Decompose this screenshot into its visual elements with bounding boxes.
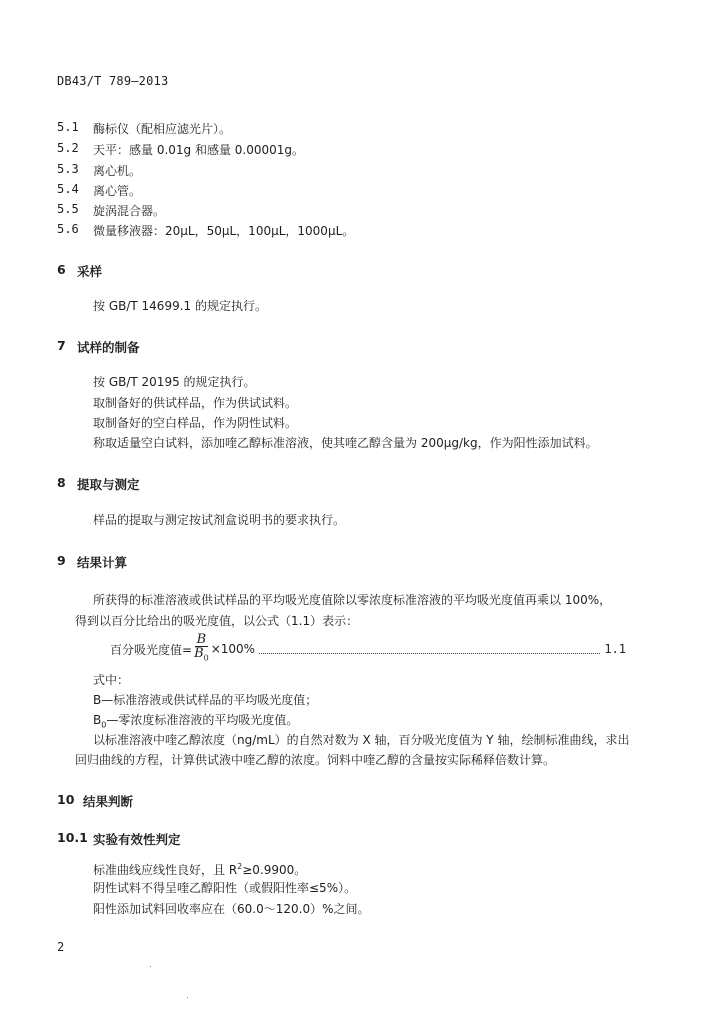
- section-7-line-1: 按 GB/T 20195 的规定执行。: [93, 375, 256, 389]
- section-7-number: 7: [57, 338, 66, 353]
- definition-b0-text: —零浓度标准溶液的平均吸光度值。: [106, 713, 299, 727]
- section-10-1-number: 10.1: [57, 830, 88, 845]
- page-number: 2: [57, 940, 65, 954]
- section-6-body: 按 GB/T 14699.1 的规定执行。: [93, 299, 267, 313]
- section-9-para-2-line-1: 以标准溶液中喹乙醇浓度（ng/mL）的自然对数为 X 轴，百分吸光度值为 Y 轴，绘制标准曲线，求出: [93, 733, 630, 747]
- formula-denominator-symbol: B: [194, 645, 204, 661]
- definition-b: B—标准溶液或供试样品的平均吸光度值；: [93, 693, 318, 707]
- section-7-line-3: 取制备好的空白样品，作为阴性试料。: [93, 416, 298, 430]
- definition-b0-symbol: B: [93, 713, 102, 727]
- section-9-number: 9: [57, 553, 66, 568]
- formula-equation-number: 1.1: [604, 642, 626, 656]
- equipment-item-5-6: 微量移液器：20μL，50μL，100μL，1000μL。: [93, 224, 355, 238]
- section-6-number: 6: [57, 262, 66, 277]
- section-8-body: 样品的提取与测定按试剂盒说明书的要求执行。: [93, 513, 346, 527]
- where-label: 式中：: [93, 673, 130, 687]
- document-code: DB43/T 789—2013: [57, 74, 169, 88]
- section-10-1-title: 实验有效性判定: [93, 832, 181, 847]
- item-number-5-6: 5.6: [57, 222, 79, 236]
- formula-1-1: [110, 631, 626, 663]
- equipment-item-5-1: 酶标仪（配相应滤光片）。: [93, 122, 232, 136]
- section-10-title: 结果判断: [83, 794, 134, 809]
- equipment-item-5-3: 离心机。: [93, 164, 142, 178]
- validity-line-1-suffix: ≥0.9900。: [242, 863, 307, 877]
- section-9-intro-line-1: 所获得的标准溶液或供试样品的平均吸光度值除以零浓度标准溶液的平均吸光度值再乘以 100%，: [93, 593, 612, 607]
- formula-denominator: [194, 647, 209, 666]
- validity-line-1: [93, 858, 306, 879]
- item-number-5-2: 5.2: [57, 141, 79, 155]
- equipment-item-5-2: 天平：感量 0.01g 和感量 0.00001g。: [93, 143, 305, 157]
- section-8-number: 8: [57, 475, 66, 490]
- section-8-title: 提取与测定: [77, 477, 140, 492]
- formula-denominator-subscript: 0: [203, 653, 209, 663]
- section-9-para-2-line-2: 回归曲线的方程，计算供试液中喹乙醇的浓度。饲料中喹乙醇的含量按实际稀释倍数计算。: [75, 753, 556, 767]
- section-7-line-2: 取制备好的供试样品，作为供试试料。: [93, 396, 298, 410]
- r-squared-superscript: 2: [237, 862, 243, 871]
- formula-lhs: 百分吸光度值=: [110, 642, 193, 657]
- section-10-number: 10: [57, 792, 75, 807]
- item-number-5-3: 5.3: [57, 162, 79, 176]
- definition-b0-subscript: 0: [101, 720, 107, 730]
- equipment-item-5-4: 离心管。: [93, 184, 142, 198]
- item-number-5-1: 5.1: [57, 120, 79, 134]
- validity-line-3: 阳性添加试料回收率应在（60.0～120.0）%之间。: [93, 902, 370, 916]
- section-7-line-4: 称取适量空白试料，添加喹乙醇标准溶液，使其喹乙醇含量为 200μg/kg，作为阳性添加试料。: [93, 436, 598, 450]
- formula-leader-dots: [259, 653, 600, 654]
- formula-numerator: B: [196, 631, 207, 647]
- validity-line-2: 阴性试料不得呈喹乙醇阳性（或假阳性率≤5%）。: [93, 881, 357, 895]
- formula-rhs: ×100%: [210, 642, 256, 656]
- scan-speck: [150, 966, 151, 967]
- item-number-5-5: 5.5: [57, 202, 79, 216]
- formula-fraction: [194, 633, 209, 666]
- item-number-5-4: 5.4: [57, 182, 79, 196]
- equipment-item-5-5: 旋涡混合器。: [93, 204, 166, 218]
- scan-speck: [187, 997, 188, 998]
- section-6-title: 采样: [77, 264, 103, 279]
- section-9-intro-line-2: 得到以百分比给出的吸光度值，以公式（1.1）表示：: [75, 614, 359, 628]
- section-9-title: 结果计算: [77, 555, 128, 570]
- validity-line-1-prefix: 标准曲线应线性良好，且 R: [93, 863, 238, 877]
- section-7-title: 试样的制备: [77, 340, 140, 355]
